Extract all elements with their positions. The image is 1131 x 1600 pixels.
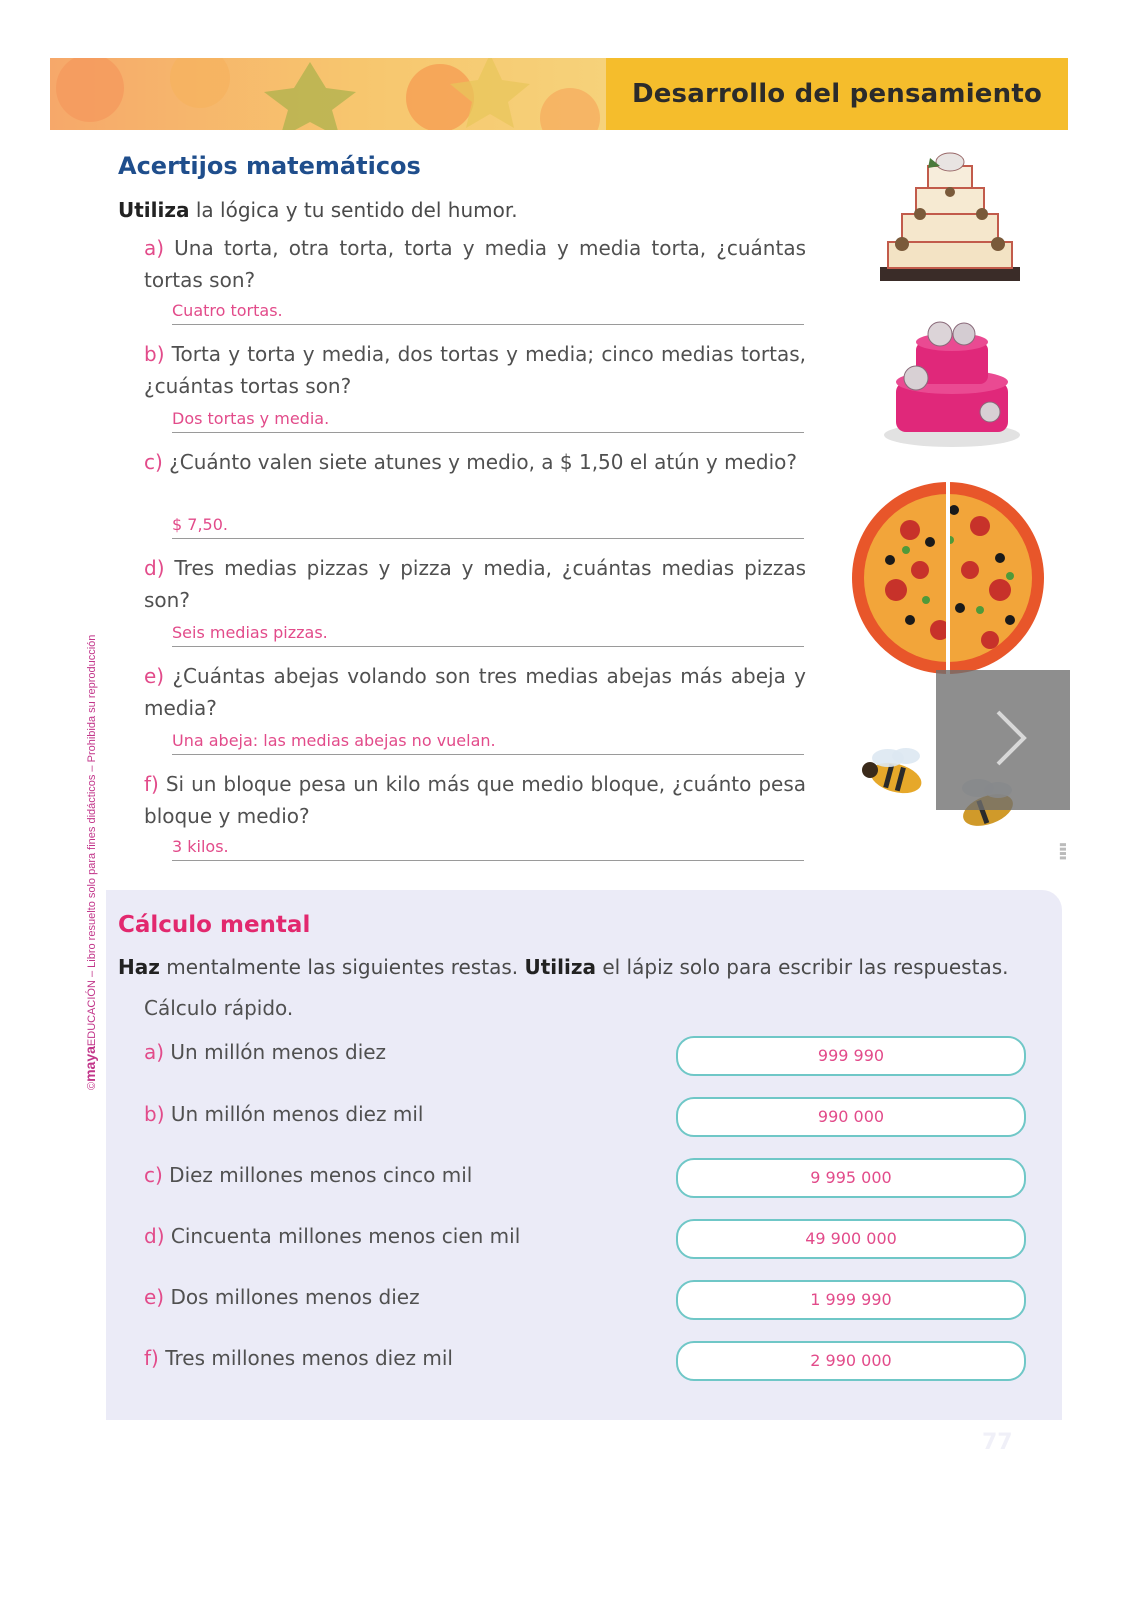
calc-text: Un millón menos diez mil <box>170 1102 424 1126</box>
answer-line-a: Cuatro tortas. <box>172 298 804 325</box>
calc-item-e <box>144 1285 420 1309</box>
instruction-bold: Utiliza <box>118 198 190 222</box>
header-banner <box>50 58 1068 130</box>
answer-line-e: Una abeja: las medias abejas no vuelan. <box>172 728 804 755</box>
instruction-mid: mentalmente las siguientes restas. <box>159 955 525 979</box>
section2-subtitle: Cálculo rápido. <box>144 996 294 1020</box>
instruction-rest: la lógica y tu sentido del humor. <box>189 198 518 222</box>
answer-box-b[interactable]: 990 000 <box>676 1097 1026 1137</box>
section1-instruction <box>118 198 518 222</box>
instruction-bold-2: Utiliza <box>524 955 596 979</box>
instruction-end: el lápiz solo para escribir las respuestas. <box>595 955 1009 979</box>
calc-text: Un millón menos diez <box>170 1040 387 1064</box>
image-credit-mark: ▮▮▮▮ <box>1058 842 1067 860</box>
pizza-image <box>850 480 1046 676</box>
answer-line-f: 3 kilos. <box>172 834 804 861</box>
question-text: Si un bloque pesa un kilo más que medio bloque, ¿cuánto pesa bloque y medio? <box>144 772 807 828</box>
question-letter: a) <box>144 236 165 260</box>
answer-box-f[interactable]: 2 990 000 <box>676 1341 1026 1381</box>
calc-item-f <box>144 1346 453 1370</box>
answer-line-c: $ 7,50. <box>172 512 804 539</box>
question-letter: b) <box>144 342 165 366</box>
question-text: ¿Cuántas abejas volando son tres medias abejas más abeja y media? <box>144 664 806 720</box>
page-number: 77 <box>982 1430 1013 1455</box>
section-title-calculo: Cálculo mental <box>118 912 311 938</box>
calc-text: Dos millones menos diez <box>170 1285 420 1309</box>
question-text: ¿Cuánto valen siete atunes y medio, a $ 1,50 el atún y medio? <box>169 450 797 474</box>
answer-box-c[interactable]: 9 995 000 <box>676 1158 1026 1198</box>
calc-letter: b) <box>144 1102 165 1126</box>
answer-box-a[interactable]: 999 990 <box>676 1036 1026 1076</box>
copyright-mark: © <box>86 1081 98 1090</box>
calc-letter: a) <box>144 1040 165 1064</box>
calc-item-b <box>144 1102 423 1126</box>
banner-title-tab <box>606 58 1068 130</box>
question-letter: d) <box>144 556 165 580</box>
side-brand: maya <box>82 1046 98 1082</box>
calc-text: Cincuenta millones menos cien mil <box>170 1224 521 1248</box>
question-text: Torta y torta y media, dos tortas y media; cinco medias tortas, ¿cuántas tortas son? <box>144 342 807 398</box>
page-header-title: Desarrollo del pensamiento <box>631 79 1043 109</box>
question-letter: e) <box>144 664 165 688</box>
calc-item-d <box>144 1224 520 1248</box>
answer-box-d[interactable]: 49 900 000 <box>676 1219 1026 1259</box>
section2-instruction <box>118 955 1008 979</box>
calc-item-a <box>144 1040 386 1064</box>
calc-text: Diez millones menos cinco mil <box>169 1163 473 1187</box>
question-text: Una torta, otra torta, torta y media y media torta, ¿cuántas tortas son? <box>144 236 806 292</box>
side-rest: EDUCACIÓN – Libro resuelto solo para fines didácticos – Prohibida su reproducción <box>86 634 98 1047</box>
question-c <box>144 446 806 478</box>
calc-item-c <box>144 1163 472 1187</box>
answer-line-d: Seis medias pizzas. <box>172 620 804 647</box>
layered-cake-image <box>870 152 1030 292</box>
question-d <box>144 552 806 616</box>
instruction-bold-1: Haz <box>118 955 160 979</box>
question-e <box>144 660 806 724</box>
pink-cake-image <box>880 320 1025 450</box>
calc-text: Tres millones menos diez mil <box>165 1346 453 1370</box>
side-copyright <box>82 635 98 1090</box>
question-f <box>144 768 806 832</box>
question-b <box>144 338 806 402</box>
question-letter: c) <box>144 450 163 474</box>
calc-letter: e) <box>144 1285 165 1309</box>
answer-line-b: Dos tortas y media. <box>172 406 804 433</box>
calc-letter: c) <box>144 1163 163 1187</box>
answer-box-e[interactable]: 1 999 990 <box>676 1280 1026 1320</box>
chevron-right-icon[interactable] <box>990 708 1030 768</box>
question-letter: f) <box>144 772 159 796</box>
question-a <box>144 232 806 296</box>
calc-letter: f) <box>144 1346 159 1370</box>
question-text: Tres medias pizzas y pizza y media, ¿cuántas medias pizzas son? <box>144 556 807 612</box>
calc-letter: d) <box>144 1224 165 1248</box>
section-title-acertijos: Acertijos matemáticos <box>118 152 421 180</box>
